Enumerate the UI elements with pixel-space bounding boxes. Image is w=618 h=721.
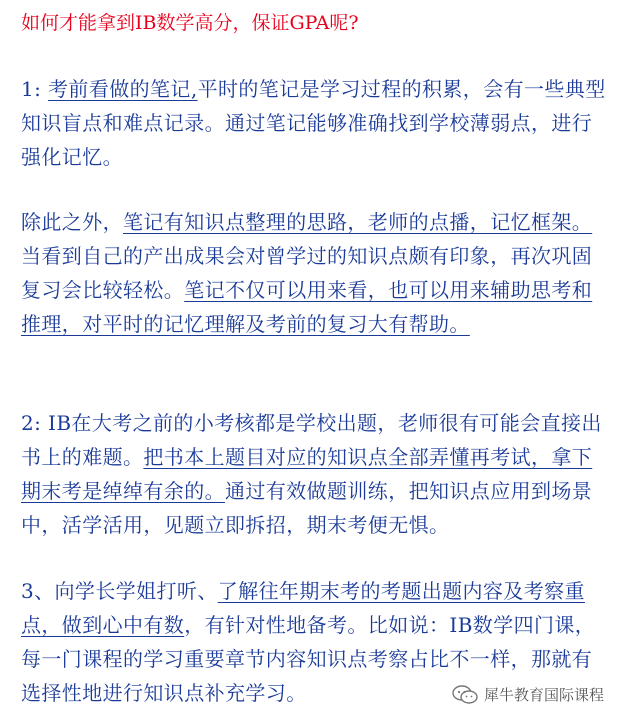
paragraph-3: [21, 406, 609, 542]
p2-prefix: 除此之外，: [21, 210, 123, 234]
paragraph-1: [21, 72, 609, 174]
paragraph-2: [21, 205, 609, 341]
p1-underlined: 考前看做的笔记,: [48, 77, 198, 101]
p1-prefix: 1:: [21, 77, 49, 101]
watermark-text: 犀牛教育国际课程: [483, 686, 604, 704]
p3-prefix: 2: IB在大考之前的小考核都是学校出题，老师很有可能会直接出书上的难题。: [21, 411, 602, 469]
p3-underlined: 把书本上题目对应的知识点全部弄懂再考试，拿下期末考是绰绰有余的。: [21, 445, 593, 503]
p4-prefix: 3、向学长学姐打听、: [21, 579, 218, 603]
watermark: [448, 682, 608, 707]
p3-rest: 通过有效做题训练，把知识点应用到场景中，活学活用，见题立即拆招，期末考便无惧。: [21, 479, 593, 537]
p2-mid: 当看到自己的产出成果会对曾学过的知识点颇有印象，再次巩固复习会比较轻松。: [21, 244, 593, 302]
wechat-icon: [452, 685, 478, 705]
p1-rest: 平时的笔记是学习过程的积累，会有一些典型知识盲点和难点记录。通过笔记能够准确找到学校薄弱点，进行强化记忆。: [21, 77, 606, 169]
p2-underlined-2: 笔记不仅可以用来看，也可以用来辅助思考和推理，对平时的记忆理解及考前的复习大有帮助。: [21, 278, 593, 336]
p4-rest: ，有针对性地备考。比如说：IB数学四门课，每一门课程的学习重要章节内容知识点考察占比不一样，那就有选择性地进行知识点补充学习。: [21, 613, 596, 705]
p4-underlined: 了解往年期末考的考题出题内容及考察重点，做到心中有数: [21, 579, 585, 637]
p2-underlined-1: 笔记有知识点整理的思路，老师的点播，记忆框架。: [123, 210, 593, 234]
page-title: 如何才能拿到IB数学高分，保证GPA呢?: [21, 12, 359, 34]
